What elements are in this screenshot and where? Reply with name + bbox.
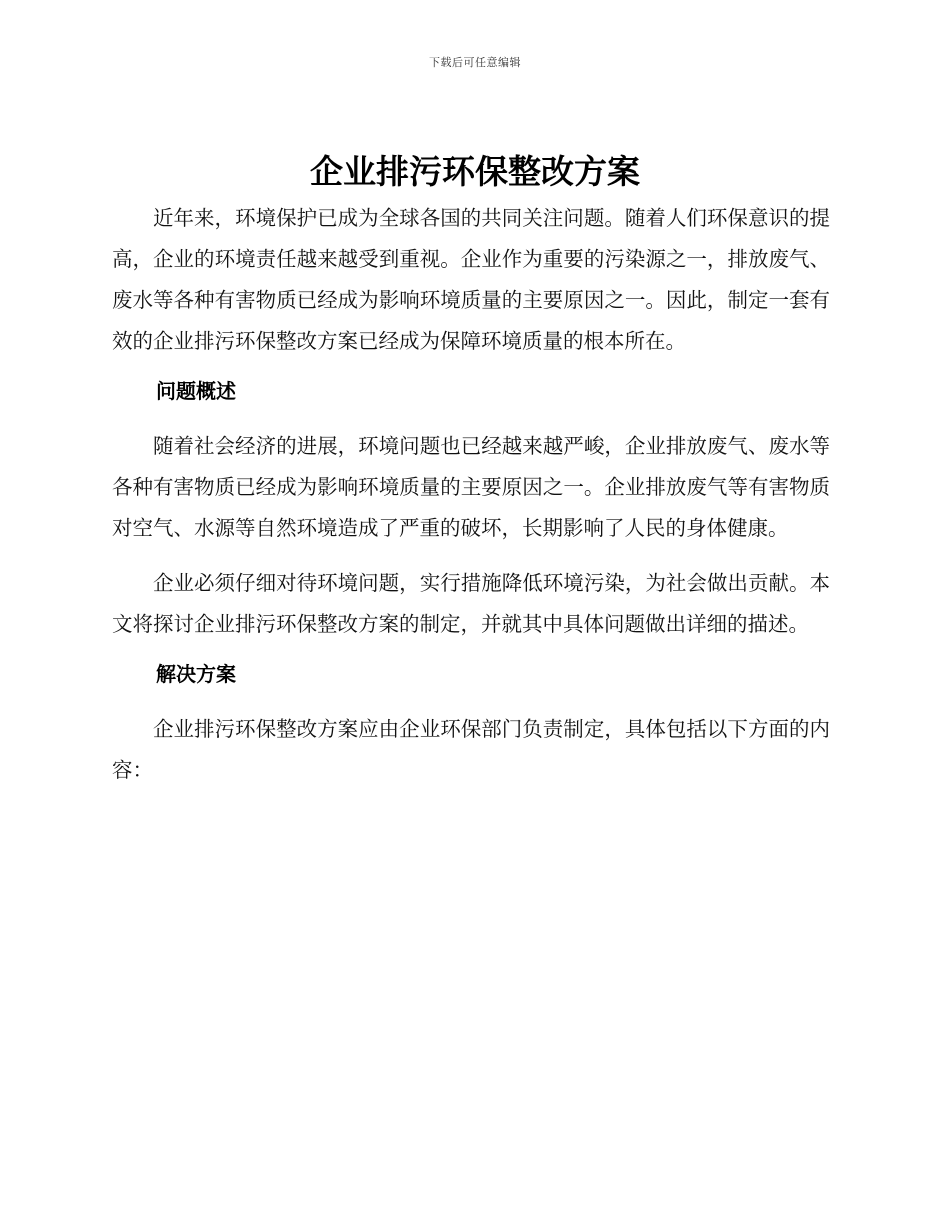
header-note: 下载后可任意编辑 <box>429 56 521 69</box>
paragraph: 随着社会经济的进展，环境问题也已经越来越严峻，企业排放废气、废水等各种有害物质已经成为影响环境质量的主要原因之一。企业排放废气等有害物质对空气、水源等自然环境造成了严重的破坏，长期影响了人民的身体健康。 <box>112 434 830 540</box>
document-title: 企业排污环保整改方案 <box>310 152 640 191</box>
paragraph: 企业必须仔细对待环境问题，实行措施降低环境污染，为社会做出贡献。本文将探讨企业排污环保整改方案的制定，并就其中具体问题做出详细的描述。 <box>112 571 830 636</box>
paragraph: 企业排污环保整改方案应由企业环保部门负责制定，具体包括以下方面的内容： <box>112 717 830 782</box>
section-heading-problem-overview: 问题概述 <box>156 379 236 403</box>
section-heading-solution: 解决方案 <box>156 662 236 686</box>
intro-paragraph: 近年来，环境保护已成为全球各国的共同关注问题。随着人们环保意识的提高，企业的环境责任越来越受到重视。企业作为重要的污染源之一，排放废气、废水等各种有害物质已经成为影响环境质量的主要原因之一。因此，制定一套有效的企业排污环保整改方案已经成为保障环境质量的根本所在。 <box>112 206 830 353</box>
document-body <box>112 198 830 805</box>
